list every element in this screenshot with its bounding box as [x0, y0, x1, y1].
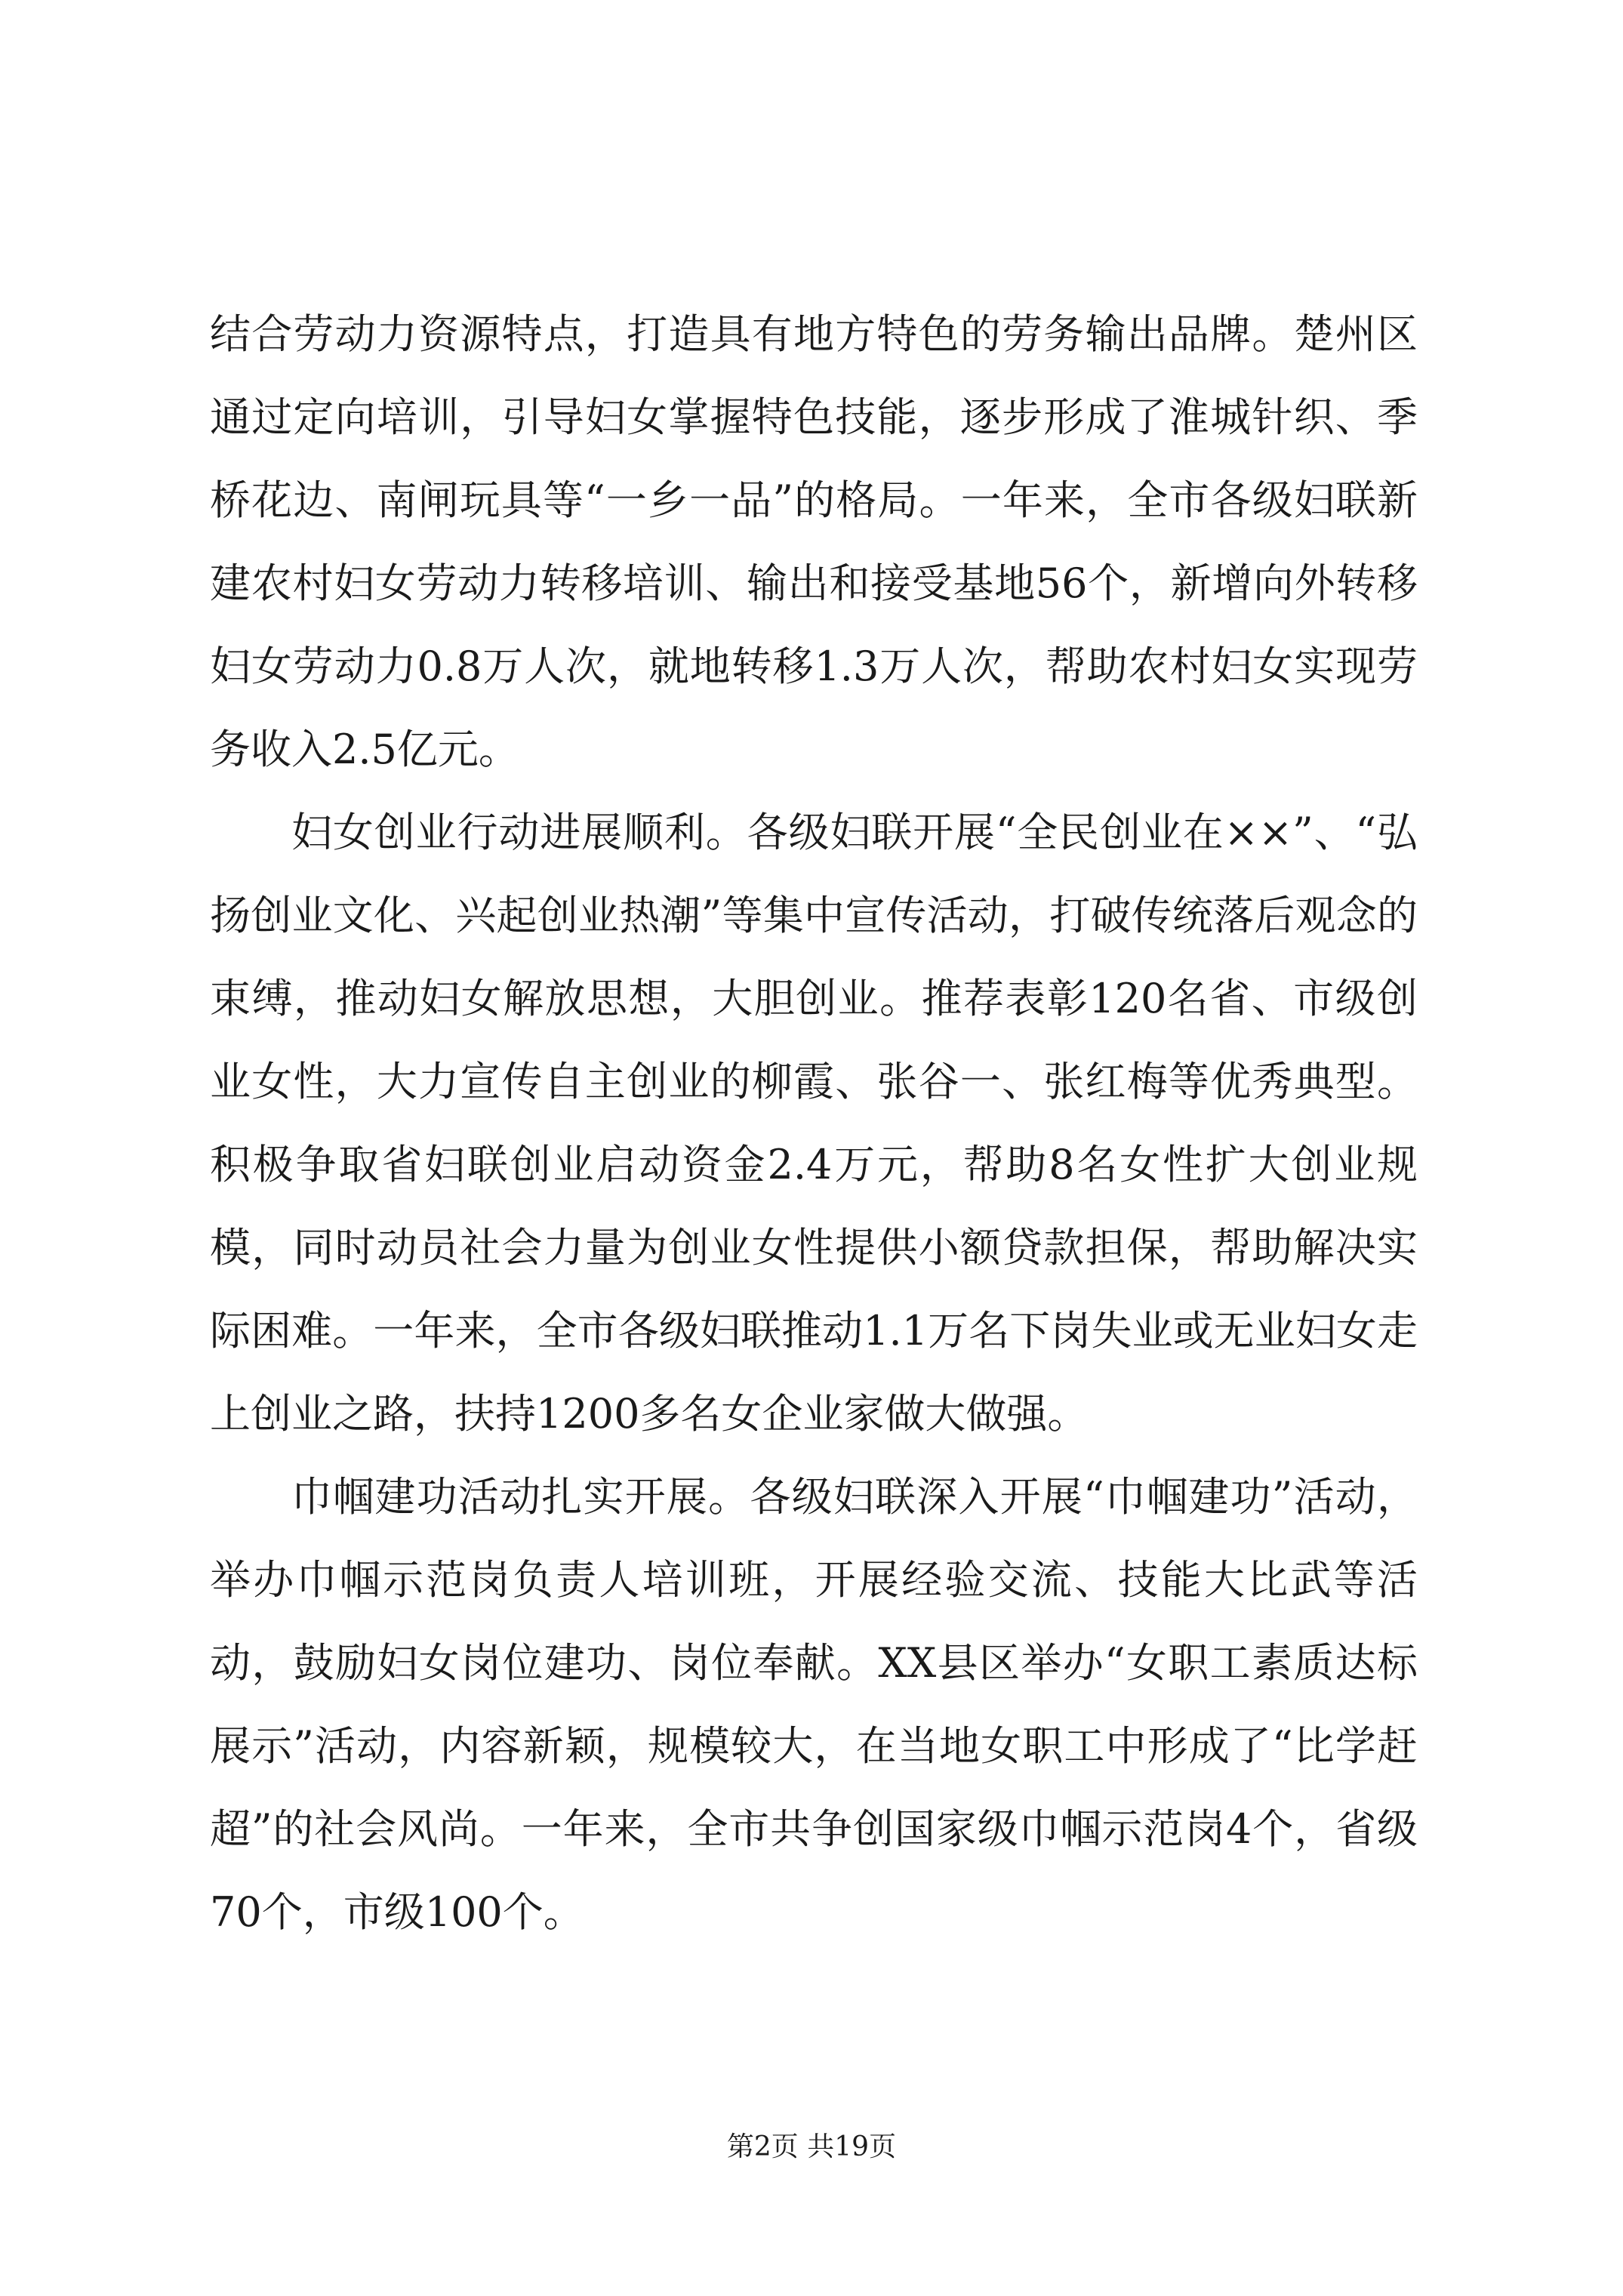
paragraph-entrepreneurship: 妇女创业行动进展顺利。各级妇联开展“全民创业在××”、“弘扬创业文化、兴起创业热潮”等集中宣传活动，打破传统落后观念的束缚，推动妇女解放思想，大胆创业。推荐表彰120名省、市级创业女性，大力宣传自主创业的柳霞、张谷一、张红梅等优秀典型。积极争取省妇联创业启动资金2.4万元，帮助8名女性扩大创业规模，同时动员社会力量为创业女性提供小额贷款担保，帮助解决实际困难。一年来，全市各级妇联推动1.1万名下岗失业或无业妇女走上创业之路，扶持1200多名女企业家做大做强。 — [210, 809, 1418, 1438]
document-body — [210, 293, 1418, 1954]
paragraph-achievement-campaign: 巾帼建功活动扎实开展。各级妇联深入开展“巾帼建功”活动，举办巾帼示范岗负责人培训班，开展经验交流、技能大比武等活动，鼓励妇女岗位建功、岗位奉献。XX县区举办“女职工素质达标展示”活动，内容新颖，规模较大，在当地女职工中形成了“比学赶超”的社会风尚。一年来，全市共争创国家级巾帼示范岗4个，省级70个，市级100个。 — [210, 1473, 1418, 1936]
page-number-footer: 第2页 共19页 — [726, 2131, 897, 2162]
paragraph-continuation: 结合劳动力资源特点，打造具有地方特色的劳务输出品牌。楚州区通过定向培训，引导妇女掌握特色技能，逐步形成了淮城针织、季桥花边、南闸玩具等“一乡一品”的格局。一年来，全市各级妇联新建农村妇女劳动力转移培训、输出和接受基地56个，新增向外转移妇女劳动力0.8万人次，就地转移1.3万人次，帮助农村妇女实现劳务收入2.5亿元。 — [210, 310, 1418, 773]
